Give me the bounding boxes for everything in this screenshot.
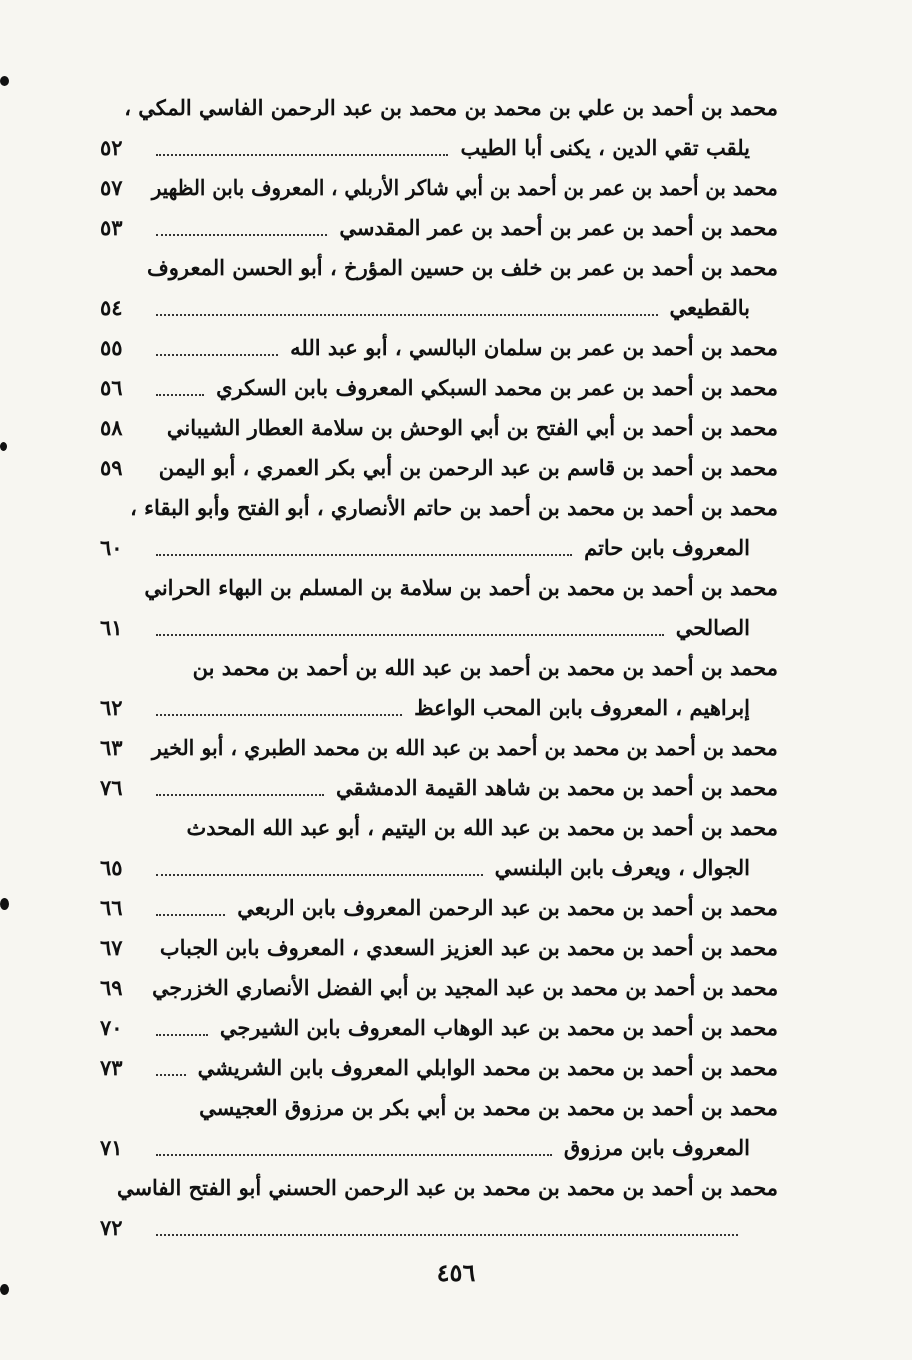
- page-reference: ٦٦: [100, 895, 123, 920]
- page-reference: ٦٣: [100, 735, 123, 760]
- entry-text: محمد بن أحمد بن محمد بن محمد الوابلي المعروف بابن الشريشي: [197, 1055, 778, 1080]
- entry-text: الجوال ، ويعرف بابن البلنسي: [494, 855, 750, 880]
- entry-text: محمد بن أحمد بن قاسم بن عبد الرحمن بن أبي بكر العمري ، أبو اليمن: [158, 455, 778, 480]
- index-entry-line: [100, 1208, 778, 1248]
- entry-text: الصالحي: [675, 615, 750, 640]
- page-reference: ٦٥: [100, 855, 123, 880]
- dot-leader: [156, 354, 278, 356]
- dot-leader: [156, 634, 664, 636]
- index-entry-line: [112, 488, 778, 528]
- margin-mark: [0, 442, 7, 451]
- index-entry-line: [100, 928, 778, 968]
- index-entry-line: [100, 768, 778, 808]
- entry-text: محمد بن أحمد بن محمد بن عبد الله بن اليتيم ، أبو عبد الله المحدث: [186, 815, 778, 840]
- entry-text: محمد بن أحمد بن محمد بن أحمد بن عبد الله بن أحمد بن محمد بن: [192, 655, 778, 680]
- entry-text: محمد بن أحمد بن محمد بن عبد الرحمن المعروف بابن الربعي: [237, 895, 778, 920]
- index-list: [100, 88, 778, 1248]
- entry-text: محمد بن أحمد بن علي بن محمد بن محمد بن عبد الرحمن الفاسي المكي ،: [124, 95, 778, 120]
- entry-text: المعروف بابن مرزوق: [563, 1135, 750, 1160]
- dot-leader: [156, 394, 204, 396]
- margin-mark: [0, 1284, 9, 1295]
- index-entry-line: [100, 1128, 778, 1168]
- entry-text: محمد بن أحمد بن محمد بن عبد العزيز السعدي ، المعروف بابن الجباب: [159, 935, 778, 960]
- page-reference: ٥٣: [100, 215, 123, 240]
- entry-text: محمد بن أحمد بن عمر بن خلف بن حسين المؤرخ ، أبو الحسن المعروف: [146, 255, 778, 280]
- page-reference: ٧٠: [100, 1015, 123, 1040]
- index-entry-line: [112, 1088, 778, 1128]
- page-reference: ٥٥: [100, 335, 123, 360]
- entry-text: بالقطيعي: [669, 295, 750, 320]
- index-entry-line: [100, 848, 778, 888]
- index-entry-line: [112, 568, 778, 608]
- index-entry-line: [100, 328, 778, 368]
- entry-text: محمد بن أحمد بن محمد بن عبد المجيد بن أبي الفضل الأنصاري الخزرجي: [152, 975, 778, 1000]
- entry-text: المعروف بابن حاتم: [584, 535, 750, 560]
- dot-leader: [156, 234, 327, 236]
- index-entry-line: [100, 1008, 778, 1048]
- index-entry-line: [100, 288, 778, 328]
- entry-text: محمد بن أحمد بن محمد بن أحمد بن حاتم الأنصاري ، أبو الفتح وأبو البقاء ،: [130, 495, 778, 520]
- index-entry-line: [112, 808, 778, 848]
- entry-text: إبراهيم ، المعروف بابن المحب الواعظ: [414, 695, 750, 720]
- index-entry-line: [100, 448, 778, 488]
- index-entry-line: [100, 1048, 778, 1088]
- index-entry-line: [100, 128, 778, 168]
- entry-text: محمد بن أحمد بن عمر بن سلمان البالسي ، أبو عبد الله: [290, 335, 778, 360]
- index-entry-line: [112, 648, 778, 688]
- dot-leader: [156, 554, 572, 556]
- page-reference: ٧٣: [100, 1055, 123, 1080]
- dot-leader: [156, 154, 448, 156]
- index-entry-line: [100, 208, 778, 248]
- index-entry-line: [100, 168, 778, 208]
- page-reference: ٥٢: [100, 135, 123, 160]
- index-entry-line: [100, 408, 778, 448]
- entry-text: محمد بن أحمد بن محمد بن شاهد القيمة الدمشقي: [336, 775, 778, 800]
- page-reference: ٦٧: [100, 935, 123, 960]
- page-reference: ٦١: [100, 615, 123, 640]
- entry-text: محمد بن أحمد بن أبي الفتح بن أبي الوحش بن سلامة العطار الشيباني: [166, 415, 778, 440]
- dot-leader: [156, 794, 324, 796]
- entry-text: محمد بن أحمد بن عمر بن أحمد بن أبي شاكر الأربلي ، المعروف بابن الظهير: [152, 175, 778, 200]
- index-entry-line: [112, 248, 778, 288]
- page-reference: ٦٠: [100, 535, 123, 560]
- dot-leader: [156, 1034, 208, 1036]
- page-reference: ٥٦: [100, 375, 123, 400]
- dot-leader: [156, 1074, 186, 1076]
- page-reference: ٥٤: [100, 295, 123, 320]
- page-reference: ٦٩: [100, 975, 123, 1000]
- index-entry-line: [100, 368, 778, 408]
- entry-text: محمد بن أحمد بن محمد بن محمد بن أبي بكر بن مرزوق العجيسي: [199, 1095, 778, 1120]
- page-reference: ٦٢: [100, 695, 123, 720]
- entry-text: محمد بن أحمد بن عمر بن أحمد بن عمر المقدسي: [339, 215, 778, 240]
- index-entry-line: [100, 688, 778, 728]
- margin-mark: [0, 76, 9, 86]
- index-entry-line: [112, 88, 778, 128]
- page-reference: ٧٦: [100, 775, 123, 800]
- entry-text: محمد بن أحمد بن عمر بن محمد السبكي المعروف بابن السكري: [216, 375, 778, 400]
- page-number: ٤٥٦: [436, 1258, 476, 1287]
- entry-text: يلقب تقي الدين ، يكنى أبا الطيب: [460, 135, 750, 160]
- index-entry-line: [100, 608, 778, 648]
- margin-mark: [0, 898, 9, 910]
- dot-leader: [156, 314, 658, 316]
- dot-leader: [156, 1234, 738, 1236]
- page-reference: ٧١: [100, 1135, 123, 1160]
- page-reference: ٥٨: [100, 415, 123, 440]
- dot-leader: [156, 1154, 552, 1156]
- index-entry-line: [100, 968, 778, 1008]
- entry-text: محمد بن أحمد بن محمد بن محمد بن عبد الرحمن الحسني أبو الفتح الفاسي: [116, 1175, 778, 1200]
- entry-text: محمد بن أحمد بن محمد بن أحمد بن عبد الله بن محمد الطبري ، أبو الخير: [152, 735, 778, 760]
- entry-text: محمد بن أحمد بن محمد بن أحمد بن سلامة بن المسلم بن البهاء الحراني: [144, 575, 778, 600]
- page-reference: ٧٢: [100, 1215, 123, 1240]
- index-entry-line: [100, 728, 778, 768]
- index-entry-line: [100, 888, 778, 928]
- dot-leader: [156, 874, 483, 876]
- page-reference: ٥٧: [100, 175, 123, 200]
- index-entry-line: [112, 1168, 778, 1208]
- page-reference: ٥٩: [100, 455, 123, 480]
- index-entry-line: [100, 528, 778, 568]
- entry-text: محمد بن أحمد بن محمد بن عبد الوهاب المعروف بابن الشيرجي: [219, 1015, 778, 1040]
- dot-leader: [156, 914, 225, 916]
- dot-leader: [156, 714, 402, 716]
